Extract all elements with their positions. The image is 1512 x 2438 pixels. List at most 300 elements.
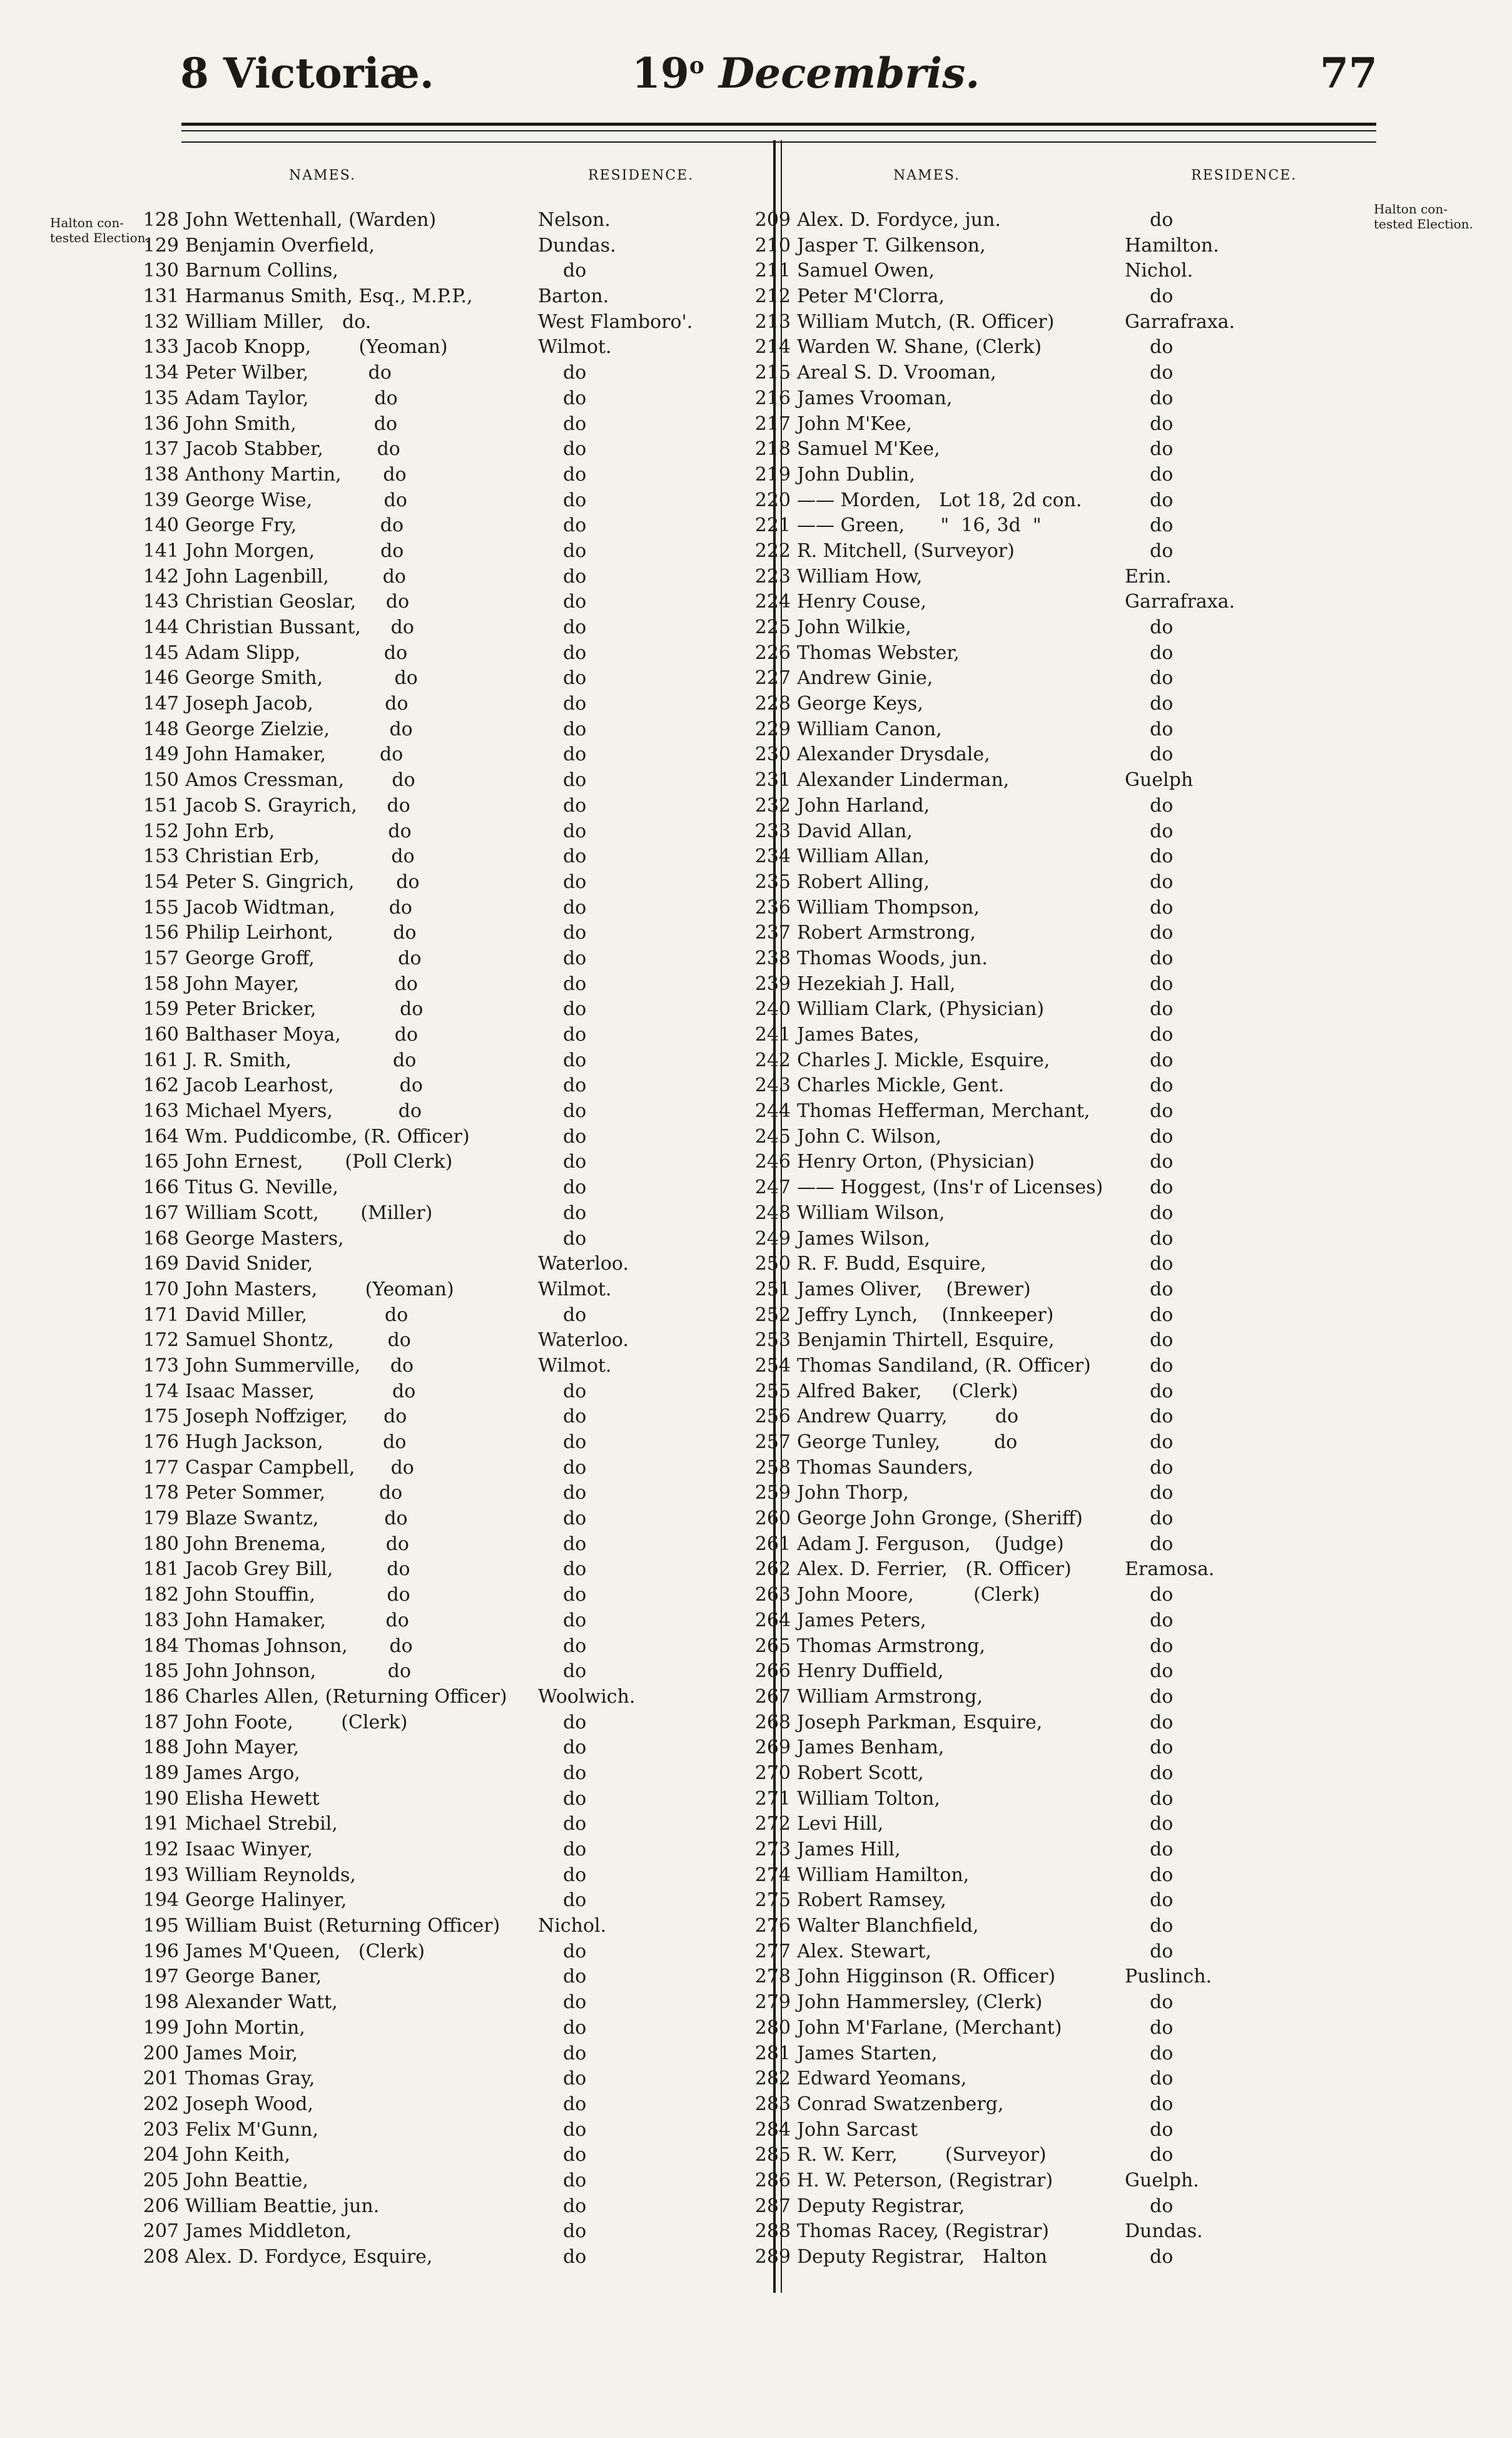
list-item xyxy=(125,488,769,514)
entry-number: 289 xyxy=(754,2246,791,2268)
list-item xyxy=(737,1914,1369,1939)
entry-residence: do xyxy=(1150,998,1174,1021)
entry-residence: do xyxy=(1150,794,1174,817)
entry-residence: do xyxy=(563,1482,587,1504)
entry-residence: do xyxy=(1150,2068,1174,2090)
entry-residence: do xyxy=(1150,1405,1174,1428)
list-item xyxy=(737,1608,1369,1634)
entry-name: —— Hoggest, (Ins'r of Licenses) xyxy=(797,1176,1104,1199)
entry-residence: do xyxy=(1150,2118,1174,2141)
entry-residence: do xyxy=(563,667,587,690)
entry-number: 223 xyxy=(754,565,791,588)
entry-residence: do xyxy=(1150,1940,1174,1962)
entry-residence: do xyxy=(563,2042,587,2064)
list-item xyxy=(737,844,1369,870)
entry-residence: do xyxy=(1150,1380,1174,1402)
entry-name: Joseph Wood, xyxy=(185,2093,313,2115)
list-item xyxy=(737,1710,1369,1736)
entry-name: James Oliver, (Brewer) xyxy=(797,1278,1031,1300)
entry-name: Alexander Watt, xyxy=(185,1991,338,2014)
entry-residence: do xyxy=(1150,1024,1174,1046)
list-item xyxy=(125,208,769,233)
entry-residence: do xyxy=(1150,1915,1174,1937)
entry-number: 277 xyxy=(754,1940,791,1962)
entry-name: Peter Sommer, do xyxy=(185,1482,403,1504)
list-item xyxy=(125,793,769,819)
entry-number: 222 xyxy=(754,539,791,562)
list-item xyxy=(737,513,1369,539)
entry-residence: do xyxy=(1150,514,1174,537)
list-item xyxy=(125,1506,769,1532)
entry-residence: do xyxy=(563,2144,587,2166)
entry-residence: do xyxy=(563,539,587,562)
entry-number: 184 xyxy=(143,1635,179,1657)
entry-residence: do xyxy=(1150,1176,1174,1199)
entry-name: Charles J. Mickle, Esquire, xyxy=(797,1049,1050,1071)
entry-residence: do xyxy=(1150,1482,1174,1504)
list-item xyxy=(737,742,1369,768)
entry-number: 178 xyxy=(143,1482,179,1504)
entry-number: 128 xyxy=(143,209,179,231)
entry-number: 221 xyxy=(754,514,791,537)
entry-number: 279 xyxy=(754,1991,791,2014)
right-residence-heading: RESIDENCE. xyxy=(1191,168,1297,183)
entry-residence: do xyxy=(563,1125,587,1148)
entry-number: 285 xyxy=(754,2144,791,2166)
entry-name: John Harland, xyxy=(797,794,930,817)
entry-number: 271 xyxy=(754,1787,791,1810)
entry-residence: Dundas. xyxy=(538,234,616,257)
entry-number: 218 xyxy=(754,438,791,461)
entry-number: 213 xyxy=(754,310,791,333)
entry-number: 231 xyxy=(754,769,791,792)
list-item xyxy=(125,1430,769,1456)
entry-name: Robert Ramsey, xyxy=(797,1889,946,1912)
entry-number: 155 xyxy=(143,896,179,919)
entry-name: Jacob S. Grayrich, do xyxy=(185,794,410,817)
entry-number: 250 xyxy=(754,1253,791,1275)
entry-residence: do xyxy=(1150,1737,1174,1759)
entry-name: George Zielzie, do xyxy=(185,718,413,740)
left-names-heading: NAMES. xyxy=(289,168,357,183)
list-item xyxy=(125,1964,769,1990)
entry-name: R. Mitchell, (Surveyor) xyxy=(797,539,1015,562)
entry-name: Levi Hill, xyxy=(797,1813,884,1835)
list-item xyxy=(737,284,1369,310)
entry-residence: Eramosa. xyxy=(1125,1558,1215,1581)
list-item xyxy=(125,1048,769,1074)
list-item xyxy=(737,1787,1369,1812)
entry-residence: do xyxy=(1150,1354,1174,1377)
entry-name: John Morgen, do xyxy=(185,539,404,562)
entry-name: John Beattie, xyxy=(185,2169,308,2191)
entry-residence: do xyxy=(563,2118,587,2141)
entry-residence: do xyxy=(563,438,587,461)
entry-residence: do xyxy=(1150,1329,1174,1352)
entry-name: Henry Duffield, xyxy=(797,1660,944,1683)
list-item xyxy=(125,1710,769,1736)
entry-number: 286 xyxy=(754,2169,791,2191)
list-item xyxy=(125,921,769,946)
entry-residence: do xyxy=(563,693,587,715)
entry-residence: Wilmot. xyxy=(538,336,612,359)
entry-number: 260 xyxy=(754,1507,791,1530)
list-item xyxy=(737,1277,1369,1303)
list-item xyxy=(125,513,769,539)
entry-residence: do xyxy=(1150,2093,1174,2115)
entry-name: Thomas Hefferman, Merchant, xyxy=(797,1100,1090,1123)
entry-residence: do xyxy=(563,1049,587,1071)
entry-number: 143 xyxy=(143,591,179,613)
entry-number: 160 xyxy=(143,1024,179,1046)
list-item xyxy=(737,564,1369,590)
entry-number: 174 xyxy=(143,1380,179,1402)
entry-name: Isaac Masser, do xyxy=(185,1380,416,1402)
entry-number: 171 xyxy=(143,1303,179,1326)
entry-residence: do xyxy=(1150,1787,1174,1810)
list-item xyxy=(125,1023,769,1048)
entry-name: John Mayer, do xyxy=(185,972,418,995)
list-item xyxy=(125,1812,769,1837)
entry-name: George Fry, do xyxy=(185,514,404,537)
entry-number: 152 xyxy=(143,820,179,842)
entry-number: 239 xyxy=(754,972,791,995)
entry-name: Robert Armstrong, xyxy=(797,922,976,944)
entry-number: 224 xyxy=(754,591,791,613)
list-item xyxy=(737,1175,1369,1201)
entry-residence: do xyxy=(563,870,587,893)
entry-number: 150 xyxy=(143,769,179,792)
list-item xyxy=(125,1634,769,1660)
list-item xyxy=(737,1150,1369,1175)
list-item xyxy=(125,997,769,1023)
entry-residence: do xyxy=(563,769,587,792)
entry-number: 233 xyxy=(754,820,791,842)
entry-residence: do xyxy=(563,1839,587,1860)
entry-residence: do xyxy=(563,616,587,638)
entry-name: John M'Farlane, (Merchant) xyxy=(797,2016,1062,2039)
entry-residence: do xyxy=(563,1024,587,1046)
entry-number: 225 xyxy=(754,616,791,638)
entry-number: 153 xyxy=(143,845,179,868)
entry-name: Warden W. Shane, (Clerk) xyxy=(797,336,1042,359)
entry-name: David Allan, xyxy=(797,820,913,842)
entry-residence: do xyxy=(563,2169,587,2191)
entry-residence: do xyxy=(563,1940,587,1962)
entry-residence: do xyxy=(563,947,587,969)
entry-name: Felix M'Gunn, xyxy=(185,2118,319,2141)
list-item xyxy=(737,386,1369,412)
entry-number: 210 xyxy=(754,234,791,257)
list-item xyxy=(125,641,769,666)
list-item xyxy=(737,335,1369,360)
entry-name: Benjamin Thirtell, Esquire, xyxy=(797,1329,1055,1352)
list-item xyxy=(125,717,769,743)
entry-number: 276 xyxy=(754,1915,791,1937)
entry-name: William Clark, (Physician) xyxy=(797,998,1045,1021)
list-item xyxy=(737,1481,1369,1506)
entry-residence: do xyxy=(563,2195,587,2217)
entry-name: Barnum Collins, xyxy=(185,260,338,282)
entry-name: Christian Erb, do xyxy=(185,845,415,868)
entry-number: 190 xyxy=(143,1787,179,1810)
entry-name: Adam Taylor, do xyxy=(185,387,398,409)
entry-residence: do xyxy=(563,1074,587,1097)
entry-residence: do xyxy=(563,1100,587,1123)
entry-number: 133 xyxy=(143,336,179,359)
entry-residence: do xyxy=(1150,1685,1174,1708)
entry-number: 227 xyxy=(754,667,791,690)
entry-residence: do xyxy=(1150,641,1174,664)
entry-residence: do xyxy=(563,362,587,384)
entry-name: Elisha Hewett xyxy=(185,1787,320,1810)
entry-name: John Thorp, xyxy=(797,1482,909,1504)
entry-residence: do xyxy=(1150,463,1174,486)
entry-number: 147 xyxy=(143,693,179,715)
list-item xyxy=(125,972,769,997)
entry-number: 202 xyxy=(143,2093,179,2115)
entry-number: 187 xyxy=(143,1711,179,1733)
header-rule-thin-2 xyxy=(181,141,1376,143)
list-item xyxy=(737,1735,1369,1761)
entry-name: James Hill, xyxy=(797,1839,901,1860)
list-item xyxy=(125,1379,769,1405)
entry-number: 136 xyxy=(143,412,179,435)
entry-residence: do xyxy=(1150,845,1174,868)
entry-number: 232 xyxy=(754,794,791,817)
entry-number: 209 xyxy=(754,209,791,231)
entry-name: George Smith, do xyxy=(185,667,418,690)
list-item xyxy=(737,691,1369,717)
list-item xyxy=(125,1456,769,1481)
entry-name: Charles Mickle, Gent. xyxy=(797,1074,1005,1097)
list-item xyxy=(125,1150,769,1175)
header-rule-thick xyxy=(181,123,1376,126)
entry-residence: do xyxy=(1150,1303,1174,1326)
entry-name: John Lagenbill, do xyxy=(185,565,406,588)
entry-name: James Wilson, xyxy=(797,1227,930,1250)
entry-name: James M'Queen, (Clerk) xyxy=(185,1940,425,1962)
list-item xyxy=(737,1990,1369,2016)
entry-name: Jacob Widtman, do xyxy=(185,896,412,919)
entry-residence: do xyxy=(1150,1100,1174,1123)
entry-number: 204 xyxy=(143,2144,179,2166)
entry-name: Peter S. Gingrich, do xyxy=(185,870,420,893)
entry-name: David Miller, do xyxy=(185,1303,408,1326)
right-names-heading: NAMES. xyxy=(893,168,961,183)
entry-name: H. W. Peterson, (Registrar) xyxy=(797,2169,1053,2191)
entry-number: 182 xyxy=(143,1584,179,1606)
list-item xyxy=(737,2168,1369,2194)
entry-name: Titus G. Neville, xyxy=(185,1176,338,1199)
list-item xyxy=(737,870,1369,895)
entry-name: Areal S. D. Vrooman, xyxy=(797,362,997,384)
entry-residence: do xyxy=(563,1176,587,1199)
entry-name: George Halinyer, xyxy=(185,1889,347,1912)
entry-name: James Argo, xyxy=(185,1762,300,1784)
entry-residence: do xyxy=(1150,209,1174,231)
entry-residence: do xyxy=(1150,870,1174,893)
entry-number: 244 xyxy=(754,1100,791,1123)
entry-name: Joseph Parkman, Esquire, xyxy=(797,1711,1043,1733)
entry-residence: do xyxy=(1150,412,1174,435)
entry-residence: do xyxy=(1150,693,1174,715)
entry-name: Edward Yeomans, xyxy=(797,2068,967,2090)
entry-number: 208 xyxy=(143,2246,179,2268)
entry-number: 249 xyxy=(754,1227,791,1250)
entry-name: George Tunley, do xyxy=(797,1431,1018,1453)
entry-name: Robert Scott, xyxy=(797,1762,924,1784)
entry-residence: do xyxy=(563,1864,587,1886)
entry-name: Hezekiah J. Hall, xyxy=(797,972,956,995)
entry-number: 247 xyxy=(754,1176,791,1199)
entry-number: 267 xyxy=(754,1685,791,1708)
list-item xyxy=(125,666,769,691)
entry-number: 212 xyxy=(754,285,791,308)
entry-residence: do xyxy=(563,1456,587,1479)
entry-residence: Wilmot. xyxy=(538,1278,612,1300)
entry-name: John Sarcast xyxy=(797,2118,918,2141)
entry-number: 169 xyxy=(143,1253,179,1275)
entry-residence: Waterloo. xyxy=(538,1329,629,1352)
entry-number: 180 xyxy=(143,1533,179,1555)
entry-residence: do xyxy=(1150,1431,1174,1453)
list-item xyxy=(737,2092,1369,2118)
list-item xyxy=(737,1888,1369,1914)
entry-name: James Peters, xyxy=(797,1609,926,1631)
entry-residence: do xyxy=(1150,1201,1174,1224)
entry-number: 220 xyxy=(754,489,791,511)
entry-number: 142 xyxy=(143,565,179,588)
entry-number: 129 xyxy=(143,234,179,257)
entry-number: 230 xyxy=(754,743,791,766)
list-item xyxy=(737,2245,1369,2270)
entry-number: 151 xyxy=(143,794,179,817)
entry-name: John Johnson, do xyxy=(185,1660,412,1683)
entry-residence: do xyxy=(1150,489,1174,511)
list-item xyxy=(125,1557,769,1583)
entry-name: Charles Allen, (Returning Officer) xyxy=(185,1685,507,1708)
entry-number: 238 xyxy=(754,947,791,969)
entry-residence: Barton. xyxy=(538,285,609,308)
list-item xyxy=(125,1659,769,1685)
entry-residence: do xyxy=(1150,2144,1174,2166)
entry-residence: do xyxy=(1150,438,1174,461)
entry-residence: do xyxy=(1150,285,1174,308)
running-head-date xyxy=(632,49,980,98)
entry-number: 146 xyxy=(143,667,179,690)
entry-number: 167 xyxy=(143,1201,179,1224)
entry-number: 138 xyxy=(143,463,179,486)
entry-number: 206 xyxy=(143,2195,179,2217)
entry-number: 248 xyxy=(754,1201,791,1224)
entry-name: Wm. Puddicombe, (R. Officer) xyxy=(185,1125,470,1148)
entry-name: Henry Orton, (Physician) xyxy=(797,1151,1035,1173)
entry-number: 195 xyxy=(143,1915,179,1937)
entry-number: 196 xyxy=(143,1940,179,1962)
entry-number: 268 xyxy=(754,1711,791,1733)
entry-number: 287 xyxy=(754,2195,791,2217)
list-item xyxy=(737,233,1369,259)
list-item xyxy=(125,284,769,310)
entry-name: Thomas Gray, xyxy=(185,2068,315,2090)
entry-residence: do xyxy=(563,412,587,435)
list-item xyxy=(125,691,769,717)
list-item xyxy=(125,335,769,360)
entry-name: Harmanus Smith, Esq., M.P.P., xyxy=(185,285,473,308)
list-item xyxy=(737,1583,1369,1608)
entry-number: 145 xyxy=(143,641,179,664)
entry-name: Samuel Owen, xyxy=(797,260,935,282)
entry-residence: do xyxy=(1150,1507,1174,1530)
entry-name: John Stouffin, do xyxy=(185,1584,410,1606)
entry-name: John Wilkie, xyxy=(797,616,911,638)
entry-number: 263 xyxy=(754,1584,791,1606)
entry-number: 219 xyxy=(754,463,791,486)
entry-residence: do xyxy=(1150,1635,1174,1657)
entry-number: 229 xyxy=(754,718,791,740)
list-item xyxy=(737,2118,1369,2143)
entry-number: 134 xyxy=(143,362,179,384)
entry-number: 170 xyxy=(143,1278,179,1300)
entry-name: Thomas Johnson, do xyxy=(185,1635,413,1657)
entry-name: John Summerville, do xyxy=(185,1354,414,1377)
entry-residence: Woolwich. xyxy=(538,1685,636,1708)
entry-name: R. F. Budd, Esquire, xyxy=(797,1253,987,1275)
entry-residence: do xyxy=(563,1533,587,1555)
list-item xyxy=(737,2194,1369,2220)
entry-residence: do xyxy=(563,565,587,588)
entry-residence: do xyxy=(1150,362,1174,384)
list-item xyxy=(737,1227,1369,1252)
entry-name: Michael Myers, do xyxy=(185,1100,422,1123)
entry-residence: do xyxy=(1150,1278,1174,1300)
entry-residence: Nichol. xyxy=(1125,260,1194,282)
entry-name: John Hammersley, (Clerk) xyxy=(797,1991,1043,2014)
entry-residence: do xyxy=(1150,1991,1174,2014)
list-item xyxy=(737,1659,1369,1685)
entry-name: Robert Alling, xyxy=(797,870,930,893)
entry-number: 236 xyxy=(754,896,791,919)
entry-name: Henry Couse, xyxy=(797,591,927,613)
entry-number: 278 xyxy=(754,1966,791,1988)
entry-name: Jasper T. Gilkenson, xyxy=(797,234,986,257)
entry-residence: do xyxy=(1150,718,1174,740)
entry-name: William Beattie, jun. xyxy=(185,2195,380,2217)
list-item xyxy=(125,1354,769,1379)
entry-number: 130 xyxy=(143,260,179,282)
entry-number: 275 xyxy=(754,1889,791,1912)
entry-number: 166 xyxy=(143,1176,179,1199)
list-item xyxy=(737,2219,1369,2245)
list-item xyxy=(125,768,769,793)
list-item xyxy=(125,2041,769,2067)
entry-number: 165 xyxy=(143,1151,179,1173)
entry-number: 245 xyxy=(754,1125,791,1148)
entry-name: Christian Geoslar, do xyxy=(185,591,410,613)
entry-residence: do xyxy=(563,1813,587,1835)
entry-name: Andrew Quarry, do xyxy=(797,1405,1019,1428)
list-item xyxy=(737,921,1369,946)
entry-name: —— Morden, Lot 18, 2d con. xyxy=(797,489,1082,511)
list-item xyxy=(737,2016,1369,2041)
list-item xyxy=(737,1532,1369,1558)
list-item xyxy=(737,1201,1369,1227)
entry-number: 254 xyxy=(754,1354,791,1377)
entry-residence: do xyxy=(1150,1660,1174,1683)
entry-name: Alexander Linderman, xyxy=(797,769,1010,792)
list-item xyxy=(125,1481,769,1506)
